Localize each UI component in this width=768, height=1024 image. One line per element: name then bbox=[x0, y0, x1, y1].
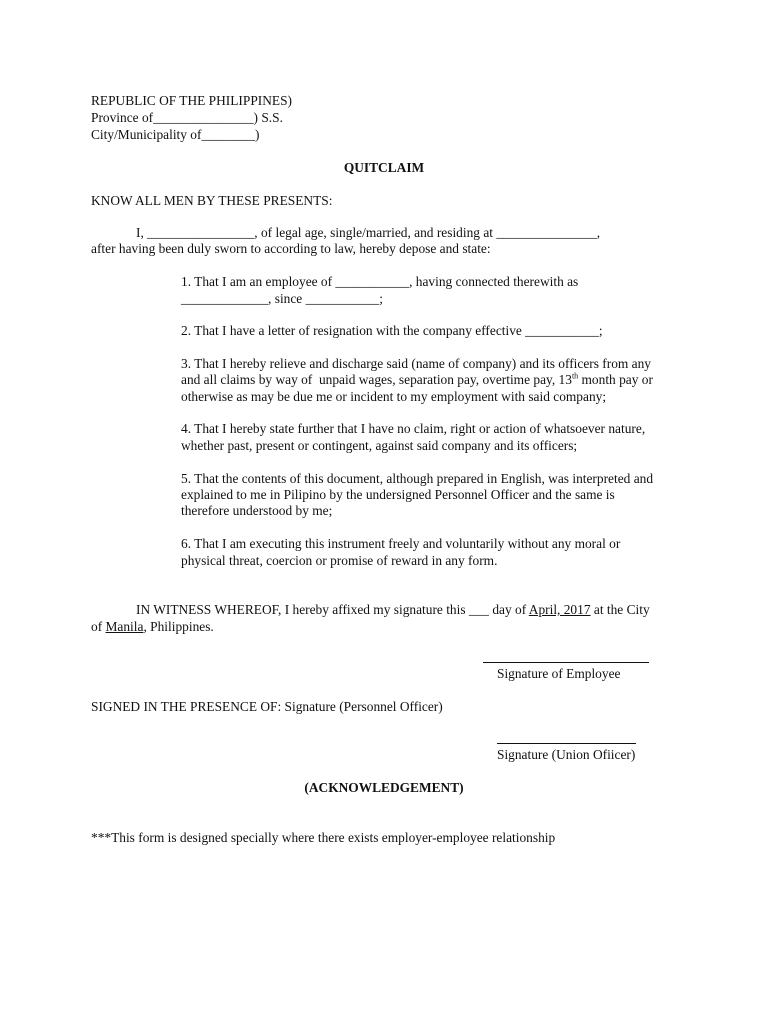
item-3-line-2-text: and all claims by way of unpaid wages, separation pay, overtime pay, 13 bbox=[181, 372, 572, 387]
witness-text-tail: at the City bbox=[590, 602, 650, 617]
item-3-line-1: 3. That I hereby relieve and discharge said (name of company) and its officers from any bbox=[181, 356, 651, 371]
intro-line-2: after having been duly sworn to according to law, hereby depose and state: bbox=[91, 241, 491, 256]
item-4-line-2: whether past, present or contingent, against said company and its officers; bbox=[181, 438, 578, 453]
item-6-line-2: physical threat, coercion or promise of reward in any form. bbox=[181, 553, 498, 568]
salutation: KNOW ALL MEN BY THESE PRESENTS: bbox=[91, 193, 333, 208]
witness-date: April, 2017 bbox=[528, 602, 591, 617]
item-3-superscript: th bbox=[571, 371, 579, 381]
employee-signature-label: Signature of Employee bbox=[497, 666, 621, 681]
item-4-line-1: 4. That I hereby state further that I have no claim, right or action of whatsoever nature, bbox=[181, 421, 646, 436]
witness-line-1 bbox=[136, 602, 650, 618]
union-signature-label: Signature (Union Ofiicer) bbox=[497, 747, 636, 762]
union-signature-line bbox=[497, 743, 636, 744]
item-5-line-3: therefore understood by me; bbox=[181, 503, 333, 518]
witness-text: IN WITNESS WHEREOF, I hereby affixed my signature this ___ day of bbox=[136, 602, 529, 617]
item-1-line-2: _____________, since ___________; bbox=[181, 291, 383, 306]
item-3-line-2-tail: month pay or bbox=[578, 372, 653, 387]
item-3-line-2 bbox=[181, 372, 653, 388]
signed-presence-label: SIGNED IN THE PRESENCE OF: Signature (Personnel Officer) bbox=[91, 699, 443, 714]
header-city: City/Municipality of________) bbox=[91, 127, 260, 142]
item-1-line-1: 1. That I am an employee of ___________, having connected therewith as bbox=[181, 274, 579, 289]
acknowledgement-heading: (ACKNOWLEDGEMENT) bbox=[304, 780, 464, 795]
item-6-line-1: 6. That I am executing this instrument freely and voluntarily without any moral or bbox=[181, 536, 621, 551]
employee-signature-line bbox=[483, 662, 649, 663]
document-title: QUITCLAIM bbox=[343, 160, 425, 175]
intro-line-1: I, ________________, of legal age, single/married, and residing at _______________, bbox=[136, 225, 601, 240]
header-province: Province of_______________) S.S. bbox=[91, 110, 283, 125]
witness-of: of bbox=[91, 619, 106, 634]
footnote: ***This form is designed specially where there exists employer-employee relationship bbox=[91, 830, 556, 845]
header-republic: REPUBLIC OF THE PHILIPPINES) bbox=[91, 93, 293, 108]
item-5-line-2: explained to me in Pilipino by the undersigned Personnel Officer and the same is bbox=[181, 487, 615, 502]
item-2-line-1: 2. That I have a letter of resignation with the company effective ___________; bbox=[181, 323, 603, 338]
witness-line-2 bbox=[91, 619, 214, 635]
item-3-line-3: otherwise as may be due me or incident to my employment with said company; bbox=[181, 389, 607, 404]
item-5-line-1: 5. That the contents of this document, although prepared in English, was interpreted and bbox=[181, 471, 654, 486]
witness-tail: , Philippines. bbox=[143, 619, 214, 634]
witness-city: Manila bbox=[105, 619, 144, 634]
